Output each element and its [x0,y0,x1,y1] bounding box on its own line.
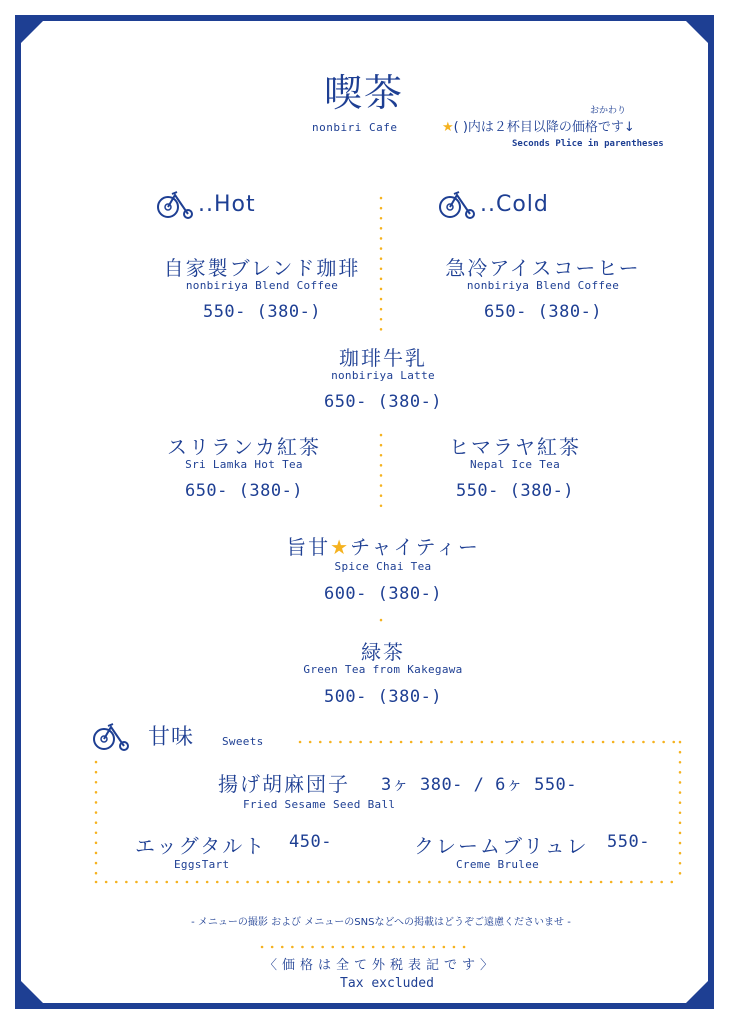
item-greentea-price: 500- (380-) [323,687,443,707]
sweet-sesame-en: Fried Sesame Seed Ball [243,798,396,811]
item-greentea-en: Green Tea from Kakegawa [303,663,463,676]
sweet-creme-price: 550- [607,832,650,852]
tax-note-jp: 〈価格は全て外税表記です〉 [263,958,499,973]
sweet-creme-name: クレームブリュレ [414,834,589,858]
item-iced-price: 650- (380-) [483,302,603,322]
item-chai-name: 旨甘★チャイティー [286,535,480,559]
item-blend-name: 自家製ブレンド珈琲 [163,256,361,280]
star-icon: ★ [330,535,351,559]
sweet-sesame-price: 3ヶ 380- / 6ヶ 550- [381,775,578,795]
sweet-eggtart-name: エッグタルト [135,834,267,858]
section-sweets: 甘味 [148,725,195,750]
item-blend-price: 550- (380-) [202,302,322,322]
item-srilanka-en: Sri Lamka Hot Tea [185,458,303,471]
sweet-creme-en: Creme Brulee [456,858,540,871]
item-iced-en: nonbiriya Blend Coffee [466,279,620,292]
note-ruby: おかわり [590,106,627,116]
item-chai-price: 600- (380-) [323,584,443,604]
section-hot: ..Hot [198,192,256,217]
tax-note-en: Tax excluded [340,976,434,991]
photo-notice: - メニューの撮影 および メニューのSNSなどへの掲載はどうぞご遠慮くださいませ - [191,917,571,928]
star-icon: ★ [442,120,454,135]
menu-subtitle: nonbiri Cafe [312,121,398,134]
item-himalaya-name: ヒマラヤ紅茶 [449,435,581,459]
section-sweets-en: Sweets [222,735,264,748]
item-latte-name: 珈琲牛乳 [339,346,427,370]
sweet-sesame-name: 揚げ胡麻団子 [218,772,350,796]
item-himalaya-price: 550- (380-) [455,481,575,501]
item-blend-en: nonbiriya Blend Coffee [185,279,339,292]
item-greentea-name: 緑茶 [361,640,405,664]
item-srilanka-name: スリランカ紅茶 [167,435,321,459]
item-latte-en: nonbiriya Latte [331,369,435,382]
sweet-eggtart-en: EggsTart [174,858,230,871]
sweet-eggtart-price: 450- [289,832,332,852]
item-latte-price: 650- (380-) [323,392,443,412]
item-iced-name: 急冷アイスコーヒー [445,256,641,280]
item-himalaya-en: Nepal Ice Tea [470,458,560,471]
price-note-en: Seconds Plice in parentheses [512,139,664,149]
price-note: ★( )内は２杯目以降の価格です↓ [442,120,635,135]
section-cold: ..Cold [480,192,549,217]
item-srilanka-price: 650- (380-) [184,481,304,501]
menu-title: 喫茶 [323,71,405,115]
item-chai-en: Spice Chai Tea [334,560,432,573]
